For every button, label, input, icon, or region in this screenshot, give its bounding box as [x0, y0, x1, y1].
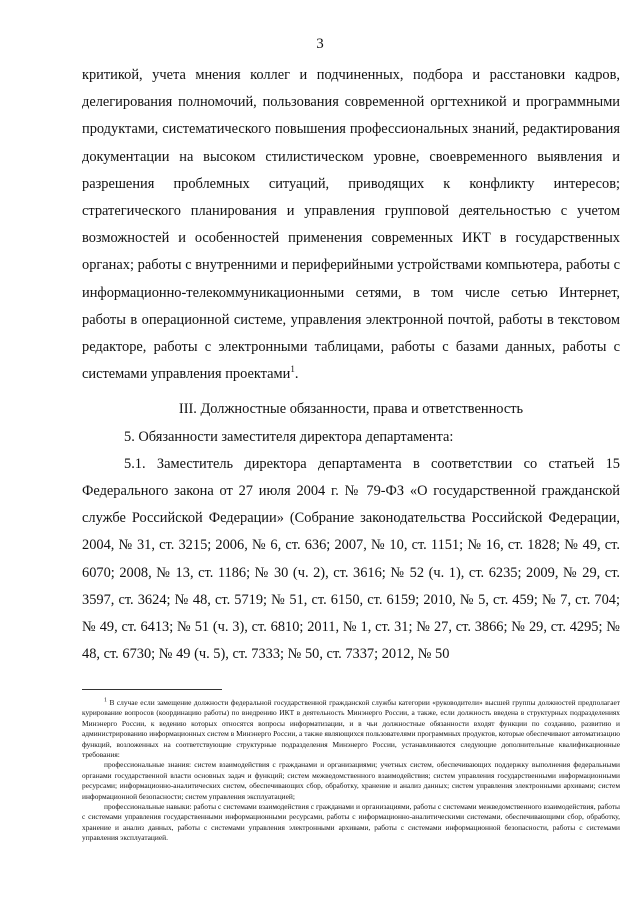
paragraph-5-1: 5.1. Заместитель директора департамента в соответствии со статьей 15 Федерального закона от 27 июля 2004 г. № 79-ФЗ «О государственной гражданской службе Российской Федерации» (Собрание законодательства Российской Федерации, 2004, № 31, ст. 3215; 2006, № 6, ст. 636; 2007, № 10, ст. 1151; № 16, ст. 1828; № 49, ст. 6070; 2008, № 13, ст. 1186; № 30 (ч. 2), ст. 3616; № 52 (ч. 1), ст. 6235; 2009, № 29, ст. 3597, ст. 3624; № 48, ст. 5719; № 51, ст. 6150, ст. 6159; 2010, № 5, ст. 459; № 7, ст. 704; № 49, ст. 6413; № 51 (ч. 3), ст. 6810; 2011, № 1, ст. 31; № 27, ст. 3866; № 29, ст. 4295; № 48, ст. 6730; № 49 (ч. 5), ст. 7333; № 50, ст. 7337; 2012, № 50 — [82, 455, 620, 663]
footnote-text: В случае если замещение должности федеральной государственной гражданской службы категории «руководители» высшей группы должностей предполагает курирование вопросов (координацию работы) по внедрению ИКТ в деятельность Минэнерго России, а также, если должность введена в структурных подразделениях Минэнерго России, к ведению которых относятся вопросы информатизации, и в чьи должностные обязанности входят функции по созданию, развитию и администрированию информационных систем в Минэнерго России, а также являющихся пользователями программных продуктов, которые обеспечивают автоматизацию функций, возложенных на соответствующие структурные подразделения Минэнерго России, устанавливаются следующие дополнительные квалификационные требования: — [82, 698, 620, 760]
page-number: 3 — [316, 36, 324, 52]
paragraph-duties: 5. Обязанности заместителя директора департамента: — [124, 428, 454, 445]
footnote-mark: 1 — [104, 697, 107, 704]
footnote-divider — [82, 689, 222, 690]
footnote — [82, 698, 620, 844]
main-text — [82, 62, 620, 668]
paragraph-text: критикой, учета мнения коллег и подчиненных, подбора и расстановки кадров, делегирования полномочий, пользования современной оргтехникой и программными продуктами, систематического повышения профессиональных знаний, редактирования документации на высоком стилистическом уровне, своевременного выявления и разрешения проблемных ситуаций, приводящих к конфликту интересов; стратегического планирования и управления групповой деятельностью с учетом возможностей и особенностей применения современных ИКТ в государственных органах; работы с внутренними и периферийными устройствами компьютера, работы с информационно-телекоммуникационными сетями, в том числе сетью Интернет, работы в операционной системе, управления электронной почтой, работы в текстовом редакторе, работы с электронными таблицами, работы с базами данных, работы с системами управления проектами — [82, 67, 620, 383]
footnote-knowledge: профессиональные знания: систем взаимодействия с гражданами и организациями; учетных систем, обеспечивающих поддержку выполнения федеральными органами государственной власти основных задач и функций; систем межведомственного взаимодействия; систем управления государственными информационными ресурсами; информационно-аналитических систем, обеспечивающих сбор, обработку, хранение и анализ данных; систем управления электронными архивами; систем информационной безопасности; систем управления эксплуатацией; — [82, 760, 620, 801]
footnote-reference: 1 — [290, 364, 295, 375]
footnote-paragraph — [82, 698, 620, 760]
section-heading: III. Должностные обязанности, права и ответственность — [178, 401, 524, 418]
paragraph-continuation: критикой, учета мнения коллег и подчиненных, подбора и расстановки кадров, делегирования полномочий, пользования современной оргтехникой и программными продуктами, систематического повышения профессиональных знаний, редактирования документации на высоком стилистическом уровне, своевременного выявления и разрешения проблемных ситуаций, приводящих к конфликту интересов; стратегического планирования и управления групповой деятельностью с учетом возможностей и особенностей применения современных ИКТ в государственных органах; работы с внутренними и периферийными устройствами компьютера, работы с информационно-телекоммуникационными сетями, в том числе сетью Интернет, работы в операционной системе, управления электронной почтой, работы в текстовом редакторе, работы с электронными таблицами, работы с базами данных, работы с системами управления проектами$^1$. — [82, 67, 620, 383]
footnote-skills: профессиональные навыки: работы с системами взаимодействия с гражданами и организациями, работы с системами межведомственного взаимодействия, работы с системами управления государственными информационными ресурсами, работы с информационно-аналитическими системами, обеспечивающими сбор, обработку, хранение и анализ данных, работы с системами управления электронными архивами, работы с системами информационной безопасности, работы с системами управления эксплуатацией. — [82, 802, 620, 843]
